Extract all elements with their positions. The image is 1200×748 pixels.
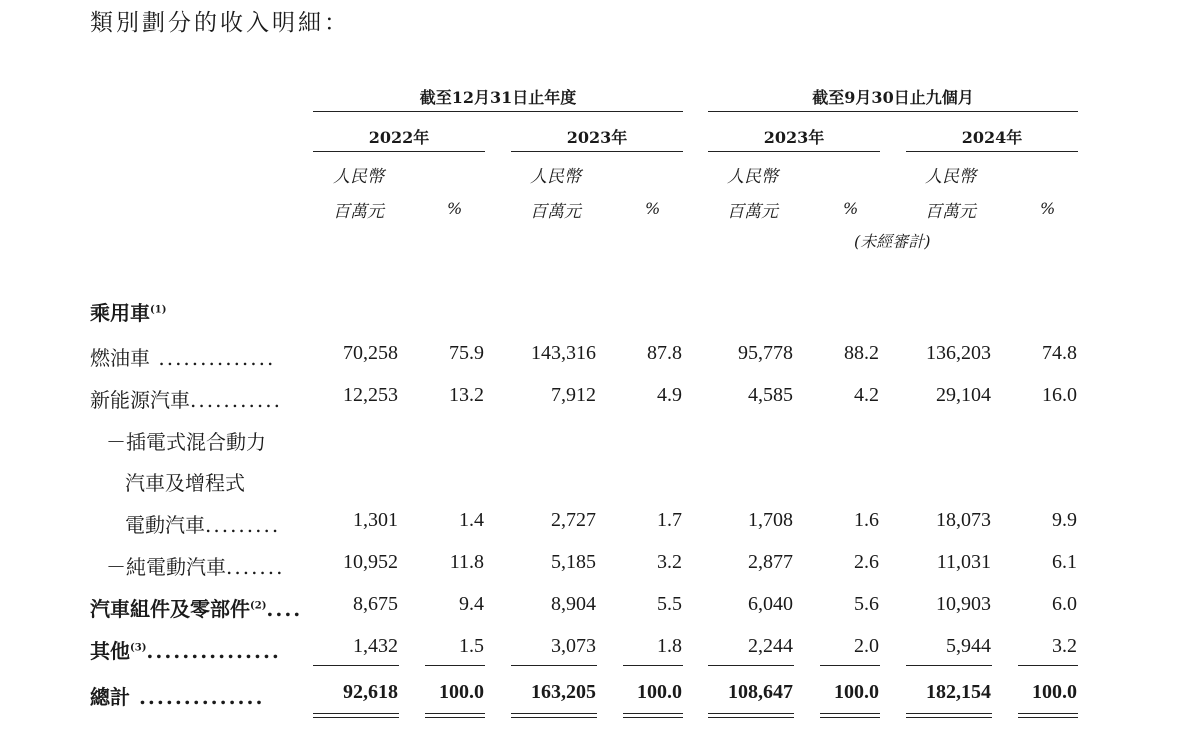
table-cell: 2,877: [748, 551, 793, 573]
table-cell: 6.1: [1052, 551, 1077, 573]
table-cell: 16.0: [1042, 384, 1077, 406]
table-cell: 3.2: [657, 551, 682, 573]
subtotal-rule: [623, 665, 683, 666]
pct-header: %: [1040, 199, 1056, 218]
table-cell: 11,031: [936, 551, 991, 573]
table-cell: 75.9: [449, 342, 484, 364]
table-cell: 8,904: [551, 593, 596, 615]
table-cell: 5.6: [854, 593, 879, 615]
year-header-4: 2024年: [961, 128, 1023, 147]
unit-currency: 人民幣: [530, 167, 581, 187]
row-label: 新能源汽車...........: [90, 388, 282, 412]
table-cell: 10,903: [936, 593, 991, 615]
total-cell: 108,647: [728, 681, 793, 703]
table-cell: 88.2: [844, 342, 879, 364]
table-cell: 7,912: [551, 384, 596, 406]
pct-header: %: [645, 199, 661, 218]
unit-currency: 人民幣: [925, 167, 976, 187]
table-cell: 2,727: [551, 509, 596, 531]
table-cell: 1.7: [657, 509, 682, 531]
unit-currency: 人民幣: [727, 167, 778, 187]
unit-millions: 百萬元: [925, 202, 976, 222]
row-label: 電動汽車.........: [125, 513, 281, 537]
footnote-ref: (2): [250, 600, 267, 612]
year-header-3: 2023年: [763, 128, 825, 147]
table-cell: 1.6: [854, 509, 879, 531]
table-cell: 2,244: [748, 635, 793, 657]
table-cell: 2.0: [854, 635, 879, 657]
period-annual: 截至12月31日止年度: [419, 88, 577, 107]
table-cell: 6.0: [1052, 593, 1077, 615]
table-cell: 13.2: [449, 384, 484, 406]
table-cell: 1.8: [657, 635, 682, 657]
year-header-2: 2023年: [566, 128, 628, 147]
total-cell: 100.0: [439, 681, 484, 703]
total-double-rule: [425, 713, 485, 718]
subtotal-rule: [511, 665, 597, 666]
row-label: －插電式混合動力: [106, 430, 266, 454]
page-title: 類別劃分的收入明細：: [90, 10, 350, 36]
table-cell: 3,073: [551, 635, 596, 657]
table-cell: 9.9: [1052, 509, 1077, 531]
table-cell: 143,316: [531, 342, 596, 364]
total-label: 總計 ..............: [90, 685, 265, 709]
subtotal-rule: [708, 665, 794, 666]
pct-header: %: [843, 199, 859, 218]
table-cell: 87.8: [647, 342, 682, 364]
total-cell: 100.0: [834, 681, 879, 703]
table-cell: 1,301: [353, 509, 398, 531]
table-cell: 4,585: [748, 384, 793, 406]
table-cell: 8,675: [353, 593, 398, 615]
table-cell: 136,203: [926, 342, 991, 364]
row-label: 汽車及增程式: [125, 471, 245, 495]
total-double-rule: [708, 713, 794, 718]
table-cell: 1.4: [459, 509, 484, 531]
row-label: 汽車組件及零部件$^{(2)}$....: [90, 597, 303, 621]
subtotal-rule: [1018, 665, 1078, 666]
table-cell: 6,040: [748, 593, 793, 615]
table-cell: 5,185: [551, 551, 596, 573]
year-rule-1: [313, 151, 485, 152]
total-cell: 100.0: [637, 681, 682, 703]
subtotal-rule: [313, 665, 399, 666]
section-header: [90, 297, 166, 326]
table-cell: 5.5: [657, 593, 682, 615]
row-label: 燃油車 ..............: [90, 346, 276, 370]
footnote-ref: (1): [150, 304, 167, 316]
subtotal-rule: [820, 665, 880, 666]
section-header-label: 乘用車: [90, 301, 150, 325]
total-double-rule: [623, 713, 683, 718]
unit-millions: 百萬元: [530, 202, 581, 222]
table-cell: 2.6: [854, 551, 879, 573]
table-cell: 1,432: [353, 635, 398, 657]
table-cell: 5,944: [946, 635, 991, 657]
table-cell: 10,952: [343, 551, 398, 573]
total-double-rule: [313, 713, 399, 718]
row-label: －純電動汽車.......: [106, 555, 285, 579]
total-double-rule: [511, 713, 597, 718]
table-cell: 3.2: [1052, 635, 1077, 657]
year-header-1: 2022年: [368, 128, 430, 147]
total-cell: 182,154: [926, 681, 991, 703]
period-nine-months: 截至9月30日止九個月: [812, 88, 974, 107]
total-double-rule: [1018, 713, 1078, 718]
total-double-rule: [820, 713, 880, 718]
period-rule-annual: [313, 111, 683, 112]
pct-header: %: [447, 199, 463, 218]
table-cell: 4.9: [657, 384, 682, 406]
year-rule-4: [906, 151, 1078, 152]
total-double-rule: [906, 713, 992, 718]
total-cell: 100.0: [1032, 681, 1077, 703]
table-cell: 11.8: [449, 551, 484, 573]
table-cell: 12,253: [343, 384, 398, 406]
table-cell: 74.8: [1042, 342, 1077, 364]
table-cell: 9.4: [459, 593, 484, 615]
subtotal-rule: [906, 665, 992, 666]
total-cell: 163,205: [531, 681, 596, 703]
table-cell: 29,104: [936, 384, 991, 406]
total-cell: 92,618: [343, 681, 398, 703]
unit-millions: 百萬元: [333, 202, 384, 222]
unit-millions: 百萬元: [727, 202, 778, 222]
unit-currency: 人民幣: [333, 167, 384, 187]
table-cell: 70,258: [343, 342, 398, 364]
table-cell: 4.2: [854, 384, 879, 406]
table-cell: 95,778: [738, 342, 793, 364]
year-rule-2: [511, 151, 683, 152]
footnote-ref: (3): [130, 642, 147, 654]
row-label: 其他$^{(3)}$...............: [90, 639, 281, 663]
table-cell: 1.5: [459, 635, 484, 657]
period-rule-nine-months: [708, 111, 1078, 112]
unaudited-note: (未經審計): [854, 232, 931, 251]
subtotal-rule: [425, 665, 485, 666]
year-rule-3: [708, 151, 880, 152]
table-cell: 1,708: [748, 509, 793, 531]
table-cell: 18,073: [936, 509, 991, 531]
